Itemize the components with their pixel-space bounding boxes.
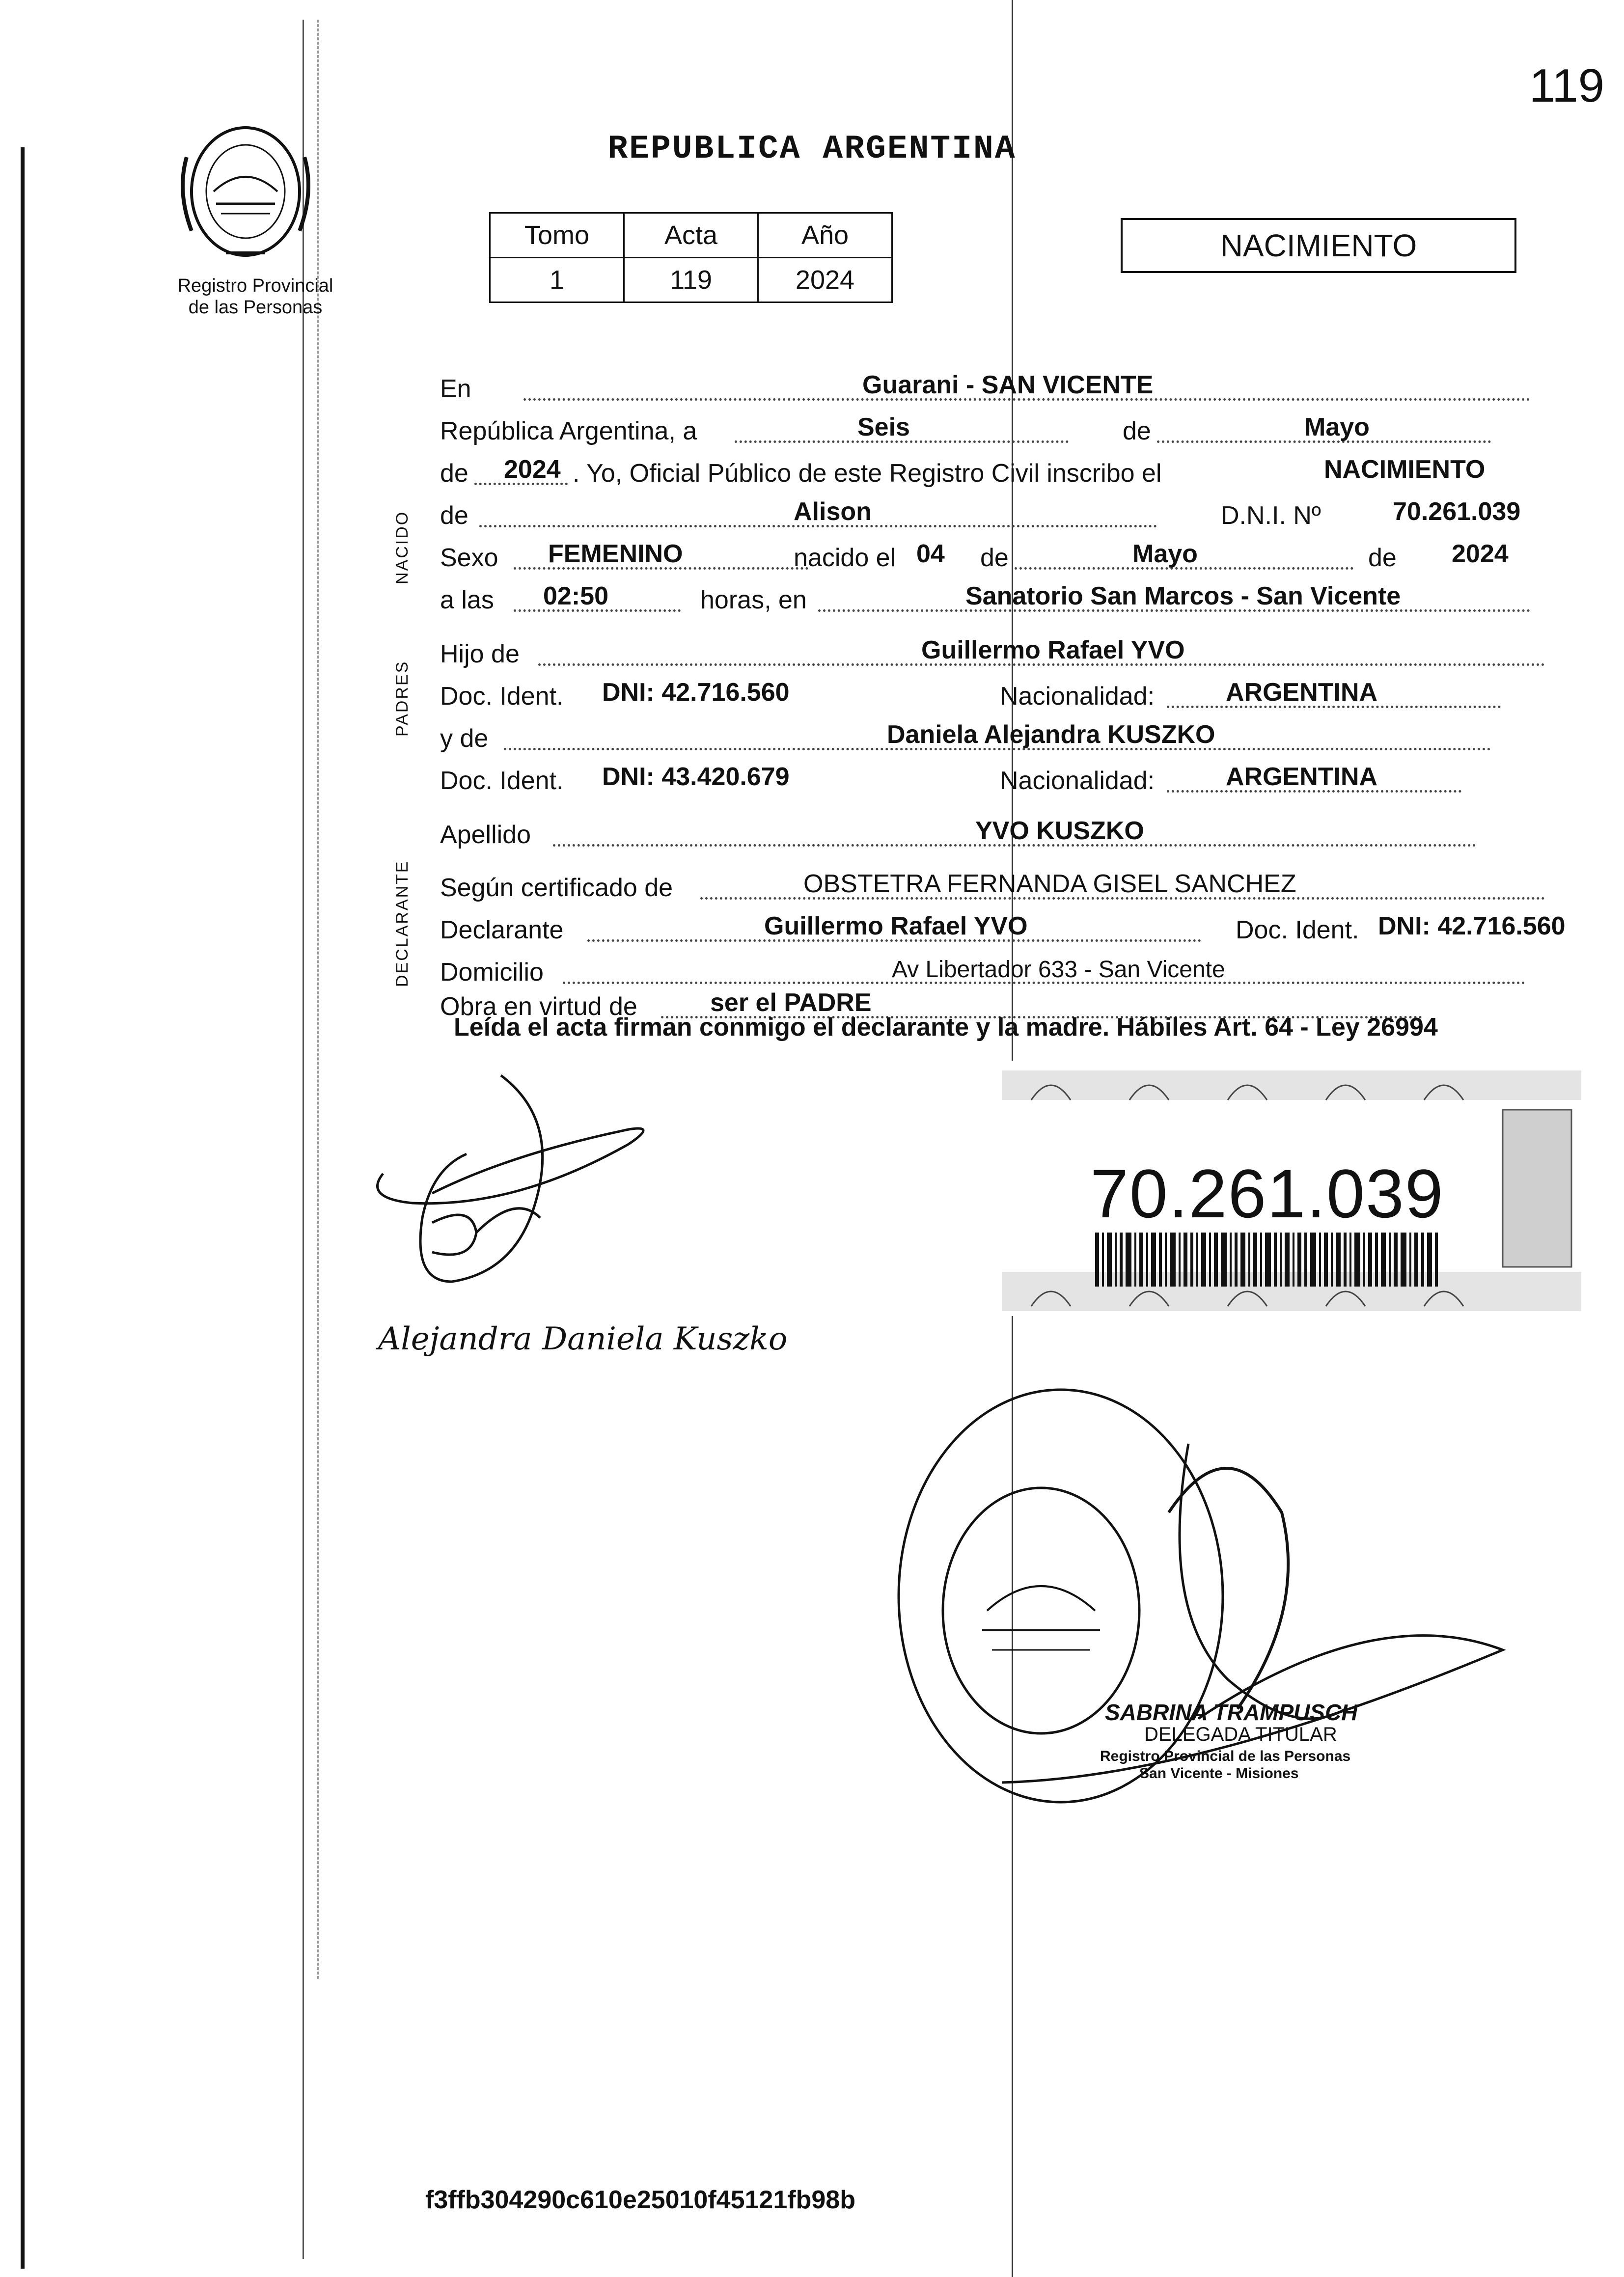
label-de-mes: de <box>980 544 1009 572</box>
label-hijo-de: Hijo de <box>440 640 520 668</box>
row-apellido <box>440 815 1584 850</box>
label-doc-ident-declarante: Doc. Ident. <box>1236 916 1359 944</box>
label-apellido: Apellido <box>440 821 531 849</box>
row-en <box>440 369 1584 404</box>
value-obra-virtud: ser el PADRE <box>710 988 872 1017</box>
label-republica: República Argentina, a <box>440 417 697 445</box>
id-sticker-number: 70.261.039 <box>1090 1155 1444 1232</box>
barcode-icon <box>1095 1233 1439 1287</box>
value-tipo-inscripcion: NACIMIENTO <box>1324 455 1486 484</box>
value-domicilio: Av Libertador 633 - San Vicente <box>892 957 1225 983</box>
row-sexo <box>440 538 1584 573</box>
value-nac-anio: 2024 <box>1452 540 1509 568</box>
row-inscribo <box>440 454 1584 488</box>
label-nacionalidad: Nacionalidad: <box>1000 682 1155 711</box>
label-doc-ident-madre: Doc. Ident. <box>440 767 564 795</box>
document-title: REPUBLICA ARGENTINA <box>607 130 1017 168</box>
value-dia-letras: Seis <box>857 413 910 441</box>
value-declarante-doc: DNI: 42.716.560 <box>1378 912 1566 940</box>
label-doc-ident: Doc. Ident. <box>440 682 564 711</box>
label-en: En <box>440 375 471 403</box>
label-oficial: . Yo, Oficial Público de este Registro Civil inscribo el <box>573 459 1162 488</box>
label-y-de: y de <box>440 724 489 753</box>
label-obra-en-virtud: Obra en virtud de <box>440 992 637 1021</box>
label-domicilio: Domicilio <box>440 958 544 987</box>
header-tomo: Tomo <box>490 213 624 258</box>
registry-line-2: de las Personas <box>188 297 323 318</box>
value-lugar: Guarani - SAN VICENTE <box>862 371 1154 399</box>
label-de-nombre: de <box>440 501 468 530</box>
side-label-nacido: NACIDO <box>393 510 412 584</box>
label-segun-certificado: Según certificado de <box>440 874 673 902</box>
value-madre-doc: DNI: 43.420.679 <box>602 763 790 791</box>
page-number: 119 <box>1529 59 1604 112</box>
header-anio: Año <box>758 213 892 258</box>
value-padre-doc: DNI: 42.716.560 <box>602 678 790 707</box>
value-hora: 02:50 <box>543 582 608 610</box>
record-type-box: NACIMIENTO <box>1121 218 1516 273</box>
record-table <box>489 212 893 303</box>
row-certificado <box>440 868 1584 903</box>
label-a-las: a las <box>440 586 494 614</box>
side-label-padres: PADRES <box>393 660 412 737</box>
value-anio: 2024 <box>758 258 892 302</box>
value-tomo: 1 <box>490 258 624 302</box>
registry-line-1: Registro Provincial <box>177 275 333 296</box>
value-nac-mes: Mayo <box>1132 540 1198 568</box>
mother-handwritten-signature: Alejandra Daniela Kuszko <box>378 1321 788 1357</box>
label-de-anio: de <box>440 459 468 488</box>
value-apellido: YVO KUSZKO <box>975 817 1144 845</box>
value-nac-dia: 04 <box>916 540 945 568</box>
official-role: DELEGADA TITULAR <box>1144 1724 1337 1745</box>
value-sexo: FEMENINO <box>548 540 683 568</box>
value-nombre: Alison <box>794 497 872 526</box>
value-madre: Daniela Alejandra KUSZKO <box>887 720 1215 749</box>
row-republica <box>440 412 1584 446</box>
row-nombre <box>440 496 1584 530</box>
value-declarante: Guillermo Rafael YVO <box>764 912 1028 940</box>
registry-label <box>157 275 354 318</box>
value-lugar-nacimiento: Sanatorio San Marcos - San Vicente <box>965 582 1401 610</box>
value-padre: Guillermo Rafael YVO <box>921 636 1185 664</box>
row-domicilio <box>440 953 1584 987</box>
label-de: de <box>1123 417 1151 445</box>
value-dni-nacido: 70.261.039 <box>1393 497 1521 526</box>
margin-line <box>303 20 304 2259</box>
value-madre-nac: ARGENTINA <box>1226 763 1378 791</box>
value-anio: 2024 <box>504 455 561 484</box>
side-label-declarante: DECLARANTE <box>393 860 412 987</box>
official-name: SABRINA TRAMPUSCH <box>1105 1700 1358 1725</box>
left-binding-border <box>21 147 25 2269</box>
label-de-year: de <box>1368 544 1397 572</box>
label-sexo: Sexo <box>440 544 498 572</box>
label-nacido-el: nacido el <box>794 544 896 572</box>
label-declarante: Declarante <box>440 916 564 944</box>
document-hash: f3ffb304290c610e25010f45121fb98b <box>425 2186 855 2214</box>
row-declarante <box>440 910 1584 945</box>
value-mes: Mayo <box>1304 413 1370 441</box>
row-madre <box>440 719 1584 753</box>
official-place: San Vicente - Misiones <box>1139 1765 1299 1782</box>
header-acta: Acta <box>624 213 758 258</box>
label-horas-en: horas, en <box>700 586 807 614</box>
row-madre-doc <box>440 761 1584 796</box>
declarant-signature-icon <box>354 1056 668 1301</box>
value-acta: 119 <box>624 258 758 302</box>
label-nacionalidad-madre: Nacionalidad: <box>1000 767 1155 795</box>
row-padre-doc <box>440 677 1584 711</box>
row-padre <box>440 634 1584 669</box>
value-padre-nac: ARGENTINA <box>1226 678 1378 707</box>
row-hora <box>440 580 1584 615</box>
value-certificado: OBSTETRA FERNANDA GISEL SANCHEZ <box>803 870 1296 898</box>
closing-text: Leída el acta firman conmigo el declarante y la madre. Hábiles Art. 64 - Ley 26994 <box>454 1013 1438 1042</box>
official-org: Registro Provincial de las Personas <box>1100 1748 1351 1764</box>
label-dni: D.N.I. Nº <box>1221 501 1321 530</box>
